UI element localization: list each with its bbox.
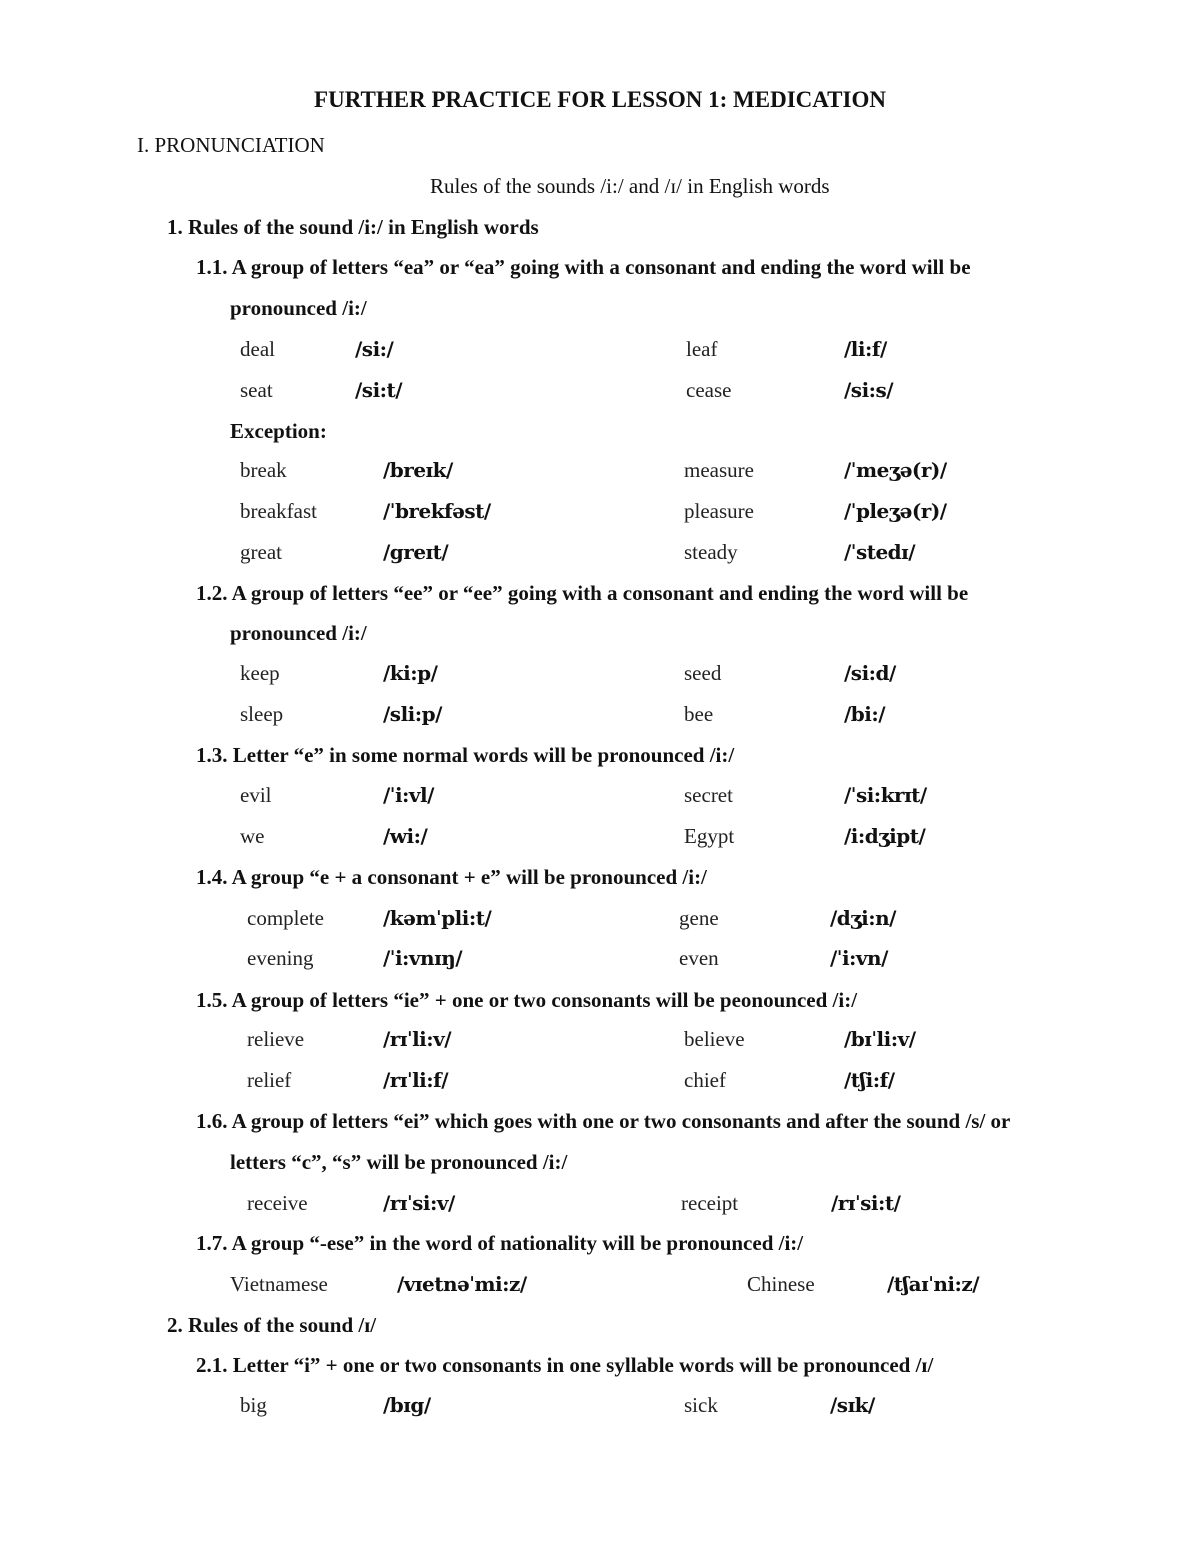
word: sick xyxy=(684,1393,718,1417)
word: leaf xyxy=(686,337,718,361)
word: steady xyxy=(684,540,738,564)
ipa: /vɪetnəˈmi:z/ xyxy=(397,1272,527,1296)
word: relief xyxy=(247,1068,292,1092)
rule-1-5-text: 1.5. A group of letters “ie” + one or two consonants will be peonounced /i:/ xyxy=(196,988,858,1012)
word: evil xyxy=(240,783,272,807)
word: we xyxy=(240,824,265,848)
document-title: FURTHER PRACTICE FOR LESSON 1: MEDICATION xyxy=(314,87,886,112)
ipa: /i:dʒipt/ xyxy=(844,824,926,848)
word: sleep xyxy=(240,702,284,726)
ipa: /rɪˈli:v/ xyxy=(383,1027,452,1051)
word: seed xyxy=(684,661,722,685)
word: deal xyxy=(240,337,275,361)
ipa: /ki:p/ xyxy=(383,661,438,685)
ipa: /ˈi:vnɪŋ/ xyxy=(383,946,463,970)
ipa: /bɪg/ xyxy=(383,1393,431,1417)
rule-1-7-text: 1.7. A group “-ese” in the word of nationality will be pronounced /i:/ xyxy=(196,1231,804,1255)
rule-1-2-text-cont: pronounced /i:/ xyxy=(230,621,367,645)
word: even xyxy=(679,946,719,970)
ipa: /ˈstedɪ/ xyxy=(844,540,916,564)
word: great xyxy=(240,540,282,564)
word: receive xyxy=(247,1191,308,1215)
rule-1-4-text: 1.4. A group “e + a consonant + e” will be pronounced /i:/ xyxy=(196,865,707,889)
word: believe xyxy=(684,1027,745,1051)
rule-1-1-text-cont: pronounced /i:/ xyxy=(230,296,367,320)
ipa: /sli:p/ xyxy=(383,702,442,726)
section-heading: I. PRONUNCIATION xyxy=(137,133,325,157)
word: keep xyxy=(240,661,280,685)
word: Chinese xyxy=(747,1272,815,1296)
ipa: /bi:/ xyxy=(844,702,886,726)
ipa: /ˈi:vn/ xyxy=(830,946,888,970)
rule-1-6-text-cont: letters “c”, “s” will be pronounced /i:/ xyxy=(230,1150,568,1174)
rule1-heading: 1. Rules of the sound /i:/ in English words xyxy=(167,215,539,239)
word: measure xyxy=(684,458,754,482)
ipa: /li:f/ xyxy=(844,337,887,361)
rule-1-2-text: 1.2. A group of letters “ee” or “ee” going with a consonant and ending the word will be xyxy=(196,581,969,605)
ipa: /si:/ xyxy=(355,337,394,361)
ipa: /rɪˈsi:t/ xyxy=(831,1191,901,1215)
word: evening xyxy=(247,946,314,970)
word: breakfast xyxy=(240,499,317,523)
ipa: /greɪt/ xyxy=(383,540,449,564)
word: secret xyxy=(684,783,733,807)
ipa: /kəmˈpli:t/ xyxy=(383,906,492,930)
word: pleasure xyxy=(684,499,754,523)
ipa: /rɪˈsi:v/ xyxy=(383,1191,455,1215)
ipa: /ˈmeʒə(r)/ xyxy=(844,458,947,482)
ipa: /ˈsi:krɪt/ xyxy=(844,783,927,807)
ipa: /tʃi:f/ xyxy=(844,1068,895,1092)
subtitle: Rules of the sounds /i:/ and /ɪ/ in English words xyxy=(430,174,830,198)
word: bee xyxy=(684,702,714,726)
rule-2-1-text: 2.1. Letter “i” + one or two consonants in one syllable words will be pronounced /ɪ/ xyxy=(196,1353,934,1377)
ipa: /ˈpleʒə(r)/ xyxy=(844,499,947,523)
word: gene xyxy=(679,906,719,930)
exception-label: Exception: xyxy=(230,419,327,443)
ipa: /ˈi:vl/ xyxy=(383,783,434,807)
word: big xyxy=(240,1393,267,1417)
ipa: /si:d/ xyxy=(844,661,896,685)
ipa: /bɪˈli:v/ xyxy=(844,1027,916,1051)
ipa: /sɪk/ xyxy=(830,1393,875,1417)
word: cease xyxy=(686,378,732,402)
rule-1-6-text: 1.6. A group of letters “ei” which goes with one or two consonants and after the sound /s/ or xyxy=(196,1109,1011,1133)
ipa: /wi:/ xyxy=(383,824,428,848)
word: complete xyxy=(247,906,324,930)
word: chief xyxy=(684,1068,726,1092)
ipa: /rɪˈli:f/ xyxy=(383,1068,449,1092)
ipa: /tʃaɪˈni:z/ xyxy=(887,1272,980,1296)
ipa: /si:s/ xyxy=(844,378,894,402)
rule-1-3-text: 1.3. Letter “e” in some normal words will be pronounced /i:/ xyxy=(196,743,735,767)
rule-1-1-text: 1.1. A group of letters “ea” or “ea” going with a consonant and ending the word will be xyxy=(196,255,971,279)
rule2-heading: 2. Rules of the sound /ɪ/ xyxy=(167,1313,377,1337)
word: break xyxy=(240,458,287,482)
ipa: /si:t/ xyxy=(355,378,403,402)
ipa: /ˈbrekfəst/ xyxy=(383,499,491,523)
ipa: /breɪk/ xyxy=(383,458,453,482)
word: seat xyxy=(240,378,273,402)
word: Vietnamese xyxy=(230,1272,328,1296)
word: receipt xyxy=(681,1191,739,1215)
ipa: /dʒi:n/ xyxy=(830,906,896,930)
word: relieve xyxy=(247,1027,305,1051)
word: Egypt xyxy=(684,824,735,848)
